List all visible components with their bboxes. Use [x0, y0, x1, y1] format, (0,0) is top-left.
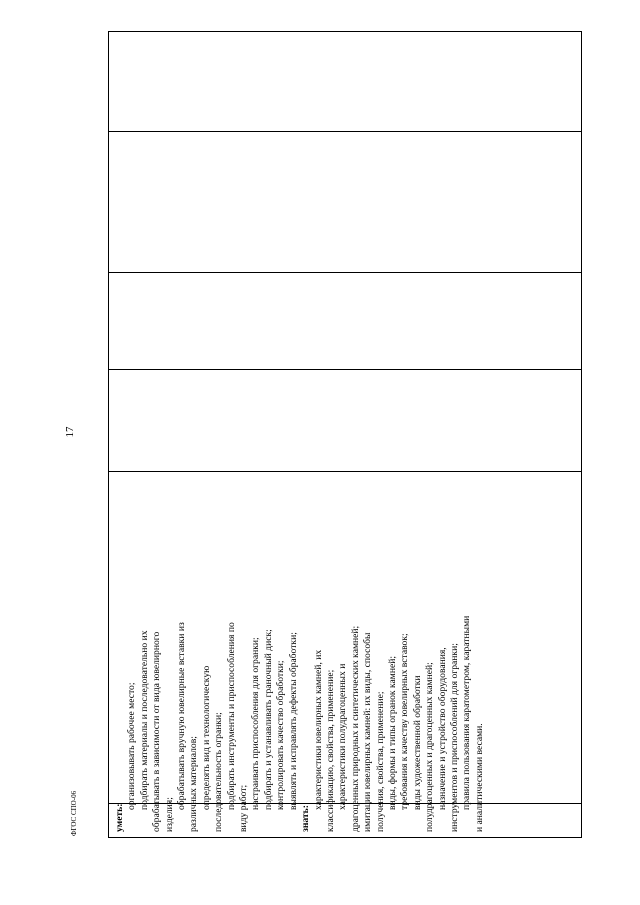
text-line: определять вид и технологическую — [200, 665, 212, 810]
text-line: подбирать инструменты и приспособления по — [225, 622, 237, 810]
table-row-divider — [109, 131, 581, 132]
text-line: драгоценных природных и синтетических камней; — [349, 625, 361, 832]
text-line: обрабатывать вручную ювелирные вставки из — [176, 622, 188, 810]
text-line: характеристики полудрагоценных и — [337, 663, 349, 810]
text-line: назначение и устройство оборудования, — [436, 647, 448, 810]
text-line: классификацию, свойства, применение; — [324, 669, 336, 832]
umet-header: уметь: — [114, 803, 125, 832]
text-line: полудрагоценных и драгоценных камней; — [424, 662, 436, 832]
page-number: 17 — [64, 426, 76, 438]
text-line: настраивать приспособления для огранки; — [250, 637, 262, 810]
text-line: характеристики ювелирных камней, их — [312, 649, 324, 810]
znat-header: знать: — [300, 805, 312, 832]
text-line: виды художественной обработки — [411, 675, 423, 810]
text-line: виды, формы и типы огранок камней; — [386, 655, 398, 810]
table-row-divider — [109, 369, 581, 370]
text-line: последовательность огранки; — [213, 712, 225, 832]
text-line: выявлять и исправлять дефекты обработки; — [287, 632, 299, 810]
text-line: правила пользования каратометром, каратными — [461, 615, 473, 810]
text-line: различных материалов; — [188, 736, 200, 832]
text-line: изделия; — [163, 797, 175, 832]
document-code: ФГОС СПО-06 — [70, 790, 78, 836]
skills-knowledge-cell — [112, 486, 582, 836]
znat-list — [313, 490, 487, 832]
text-line: требования к качеству ювелирных вставок; — [399, 633, 411, 810]
text-line: инструментов и приспособлений для огранки; — [448, 643, 460, 832]
umet-list — [126, 490, 300, 832]
table-row-divider — [109, 272, 581, 273]
text-line: подбирать материалы и последовательно их — [138, 630, 150, 810]
text-line: имитации ювелирных камней: их виды, способы — [362, 632, 374, 832]
text-line: подбирать и устанавливать граночный диск; — [262, 629, 274, 810]
text-line: получения, свойства, применение; — [374, 691, 386, 832]
text-line: обрабатывать в зависимости от вида ювелирного — [151, 631, 163, 832]
text-line: и аналитическими весами. — [473, 723, 485, 832]
text-line: виду работ; — [238, 784, 250, 832]
text-line: организовывать рабочее место; — [126, 682, 138, 810]
text-line: контролировать качество обработки; — [275, 660, 287, 810]
table-row-divider — [109, 471, 581, 472]
